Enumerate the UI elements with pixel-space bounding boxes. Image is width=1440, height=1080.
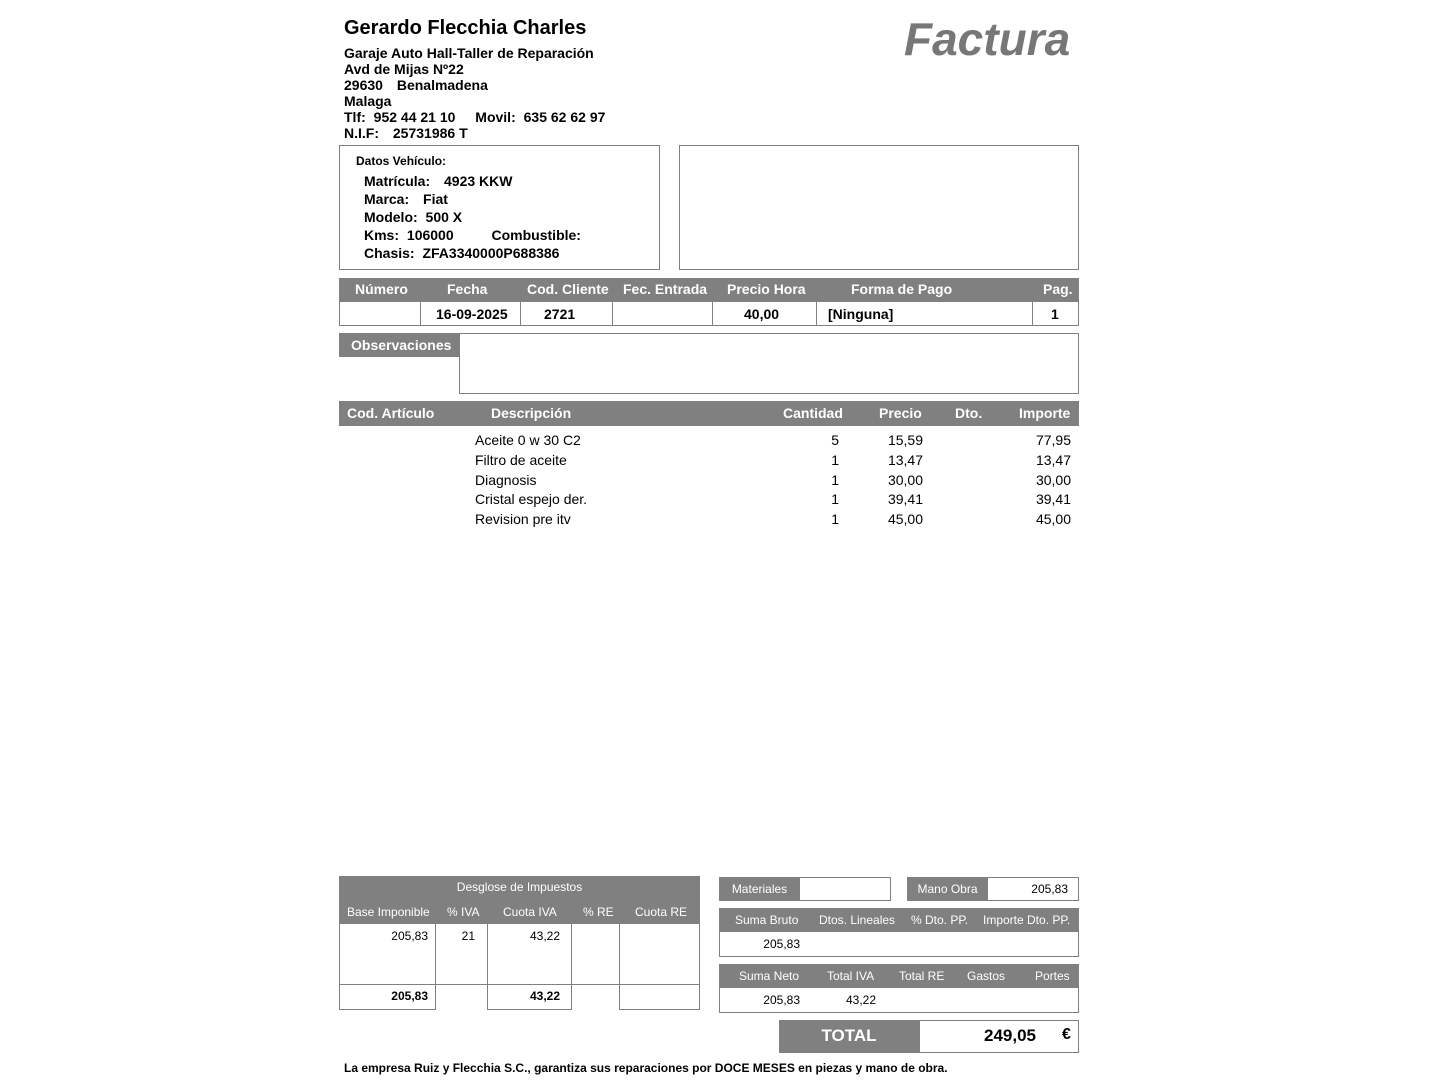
table-row: [339, 491, 1079, 511]
tax-base-total: 205,83: [391, 989, 428, 1003]
divider: [699, 924, 700, 1010]
nif-label: N.I.F:: [344, 125, 379, 141]
header-dto-pp: % Dto. PP.: [911, 913, 969, 927]
header-suma-bruto: Suma Bruto: [735, 913, 799, 927]
tax-cuota-value: 43,22: [529, 929, 560, 943]
divider: [612, 302, 613, 325]
model-label: Modelo:: [364, 209, 418, 225]
tax-header-iva: % IVA: [447, 905, 480, 919]
item-description: Aceite 0 w 30 C2: [475, 432, 581, 448]
header-cod-cliente: Cod. Cliente: [527, 281, 609, 297]
mobile: 635 62 62 97: [523, 109, 606, 125]
header-precio: Precio: [879, 405, 922, 421]
tax-iva-value: 21: [461, 929, 475, 943]
header-descripcion: Descripción: [491, 405, 572, 421]
tax-title: Desglose de Impuestos: [456, 880, 583, 894]
phone: 952 44 21 10: [373, 109, 456, 125]
total-iva-value: 43,22: [845, 993, 876, 1007]
tax-header-re: % RE: [583, 905, 614, 919]
tax-header-cuota-re: Cuota RE: [635, 905, 688, 919]
nif-line: [344, 125, 468, 141]
divider: [712, 302, 713, 325]
header-dtos-lineales: Dtos. Lineales: [819, 913, 896, 927]
item-price: 15,59: [887, 432, 923, 448]
header-dto: Dto.: [955, 405, 983, 421]
postal-code: 29630: [344, 77, 383, 93]
tax-base-value: 205,83: [391, 929, 428, 943]
item-description: Revision pre itv: [475, 511, 571, 527]
divider: [339, 984, 700, 985]
divider: [571, 924, 572, 1010]
phone-label: Tlf:: [344, 109, 366, 125]
plate-label: Matrícula:: [364, 173, 431, 189]
divider: [487, 1009, 572, 1010]
plate-line: [364, 173, 512, 189]
summary-row2-values: [719, 987, 1079, 1013]
summary-row1-header: [719, 908, 1079, 932]
brand-label: Marca:: [364, 191, 410, 207]
tax-breakdown: [339, 876, 700, 1010]
plate-value: 4923 KKW: [444, 173, 513, 189]
materiales-label: Materiales: [719, 877, 800, 901]
header-portes: Portes: [1035, 969, 1070, 983]
item-price: 39,41: [887, 491, 923, 507]
table-row: [339, 432, 1079, 452]
brand-value: Fiat: [423, 191, 448, 207]
province: Malaga: [344, 93, 392, 109]
item-description: Cristal espejo der.: [475, 491, 588, 507]
invoice-info-row: [339, 301, 1079, 326]
observations-label: Observaciones: [339, 333, 459, 357]
item-quantity: 1: [831, 452, 839, 468]
address: Avd de Mijas Nº22: [344, 61, 464, 77]
item-amount: 45,00: [1035, 511, 1071, 527]
table-row: [339, 472, 1079, 492]
header-suma-neto: Suma Neto: [739, 969, 800, 983]
divider: [339, 1009, 436, 1010]
header-cod-articulo: Cod. Artículo: [347, 405, 435, 421]
city: Benalmadena: [396, 77, 488, 93]
header-pag: Pag.: [1043, 281, 1073, 297]
divider: [435, 924, 436, 1010]
suma-neto-value: 205,83: [763, 993, 800, 1007]
header-importe: Importe: [1019, 405, 1071, 421]
total-label: TOTAL: [779, 1020, 919, 1053]
item-amount: 30,00: [1035, 472, 1071, 488]
items-header: [339, 401, 1079, 426]
value-precio-hora: 40,00: [744, 306, 780, 322]
item-quantity: 1: [831, 511, 839, 527]
value-forma-pago: [Ninguna]: [828, 306, 894, 322]
mobile-label: Movil:: [475, 109, 516, 125]
divider: [619, 924, 620, 1010]
vehicle-section-label: Datos Vehículo:: [356, 154, 447, 168]
materiales-value: [799, 877, 891, 901]
mano-obra-value: 205,83: [987, 877, 1079, 901]
value-cod-cliente: 2721: [544, 306, 576, 322]
suma-bruto-value: 205,83: [763, 937, 800, 951]
divider: [1032, 302, 1033, 325]
header-cantidad: Cantidad: [783, 405, 843, 421]
total-box: [919, 1020, 1079, 1053]
item-amount: 77,95: [1035, 432, 1071, 448]
model-value: 500 X: [425, 209, 463, 225]
table-row: [339, 511, 1079, 531]
header-forma-pago: Forma de Pago: [851, 281, 953, 297]
item-quantity: 1: [831, 491, 839, 507]
fuel-label: Combustible:: [491, 227, 581, 243]
summary-row2-header: [719, 964, 1079, 988]
company-name: Gerardo Flecchia Charles: [344, 17, 587, 39]
phone-line: [344, 109, 605, 125]
nif: 25731986 T: [392, 125, 468, 141]
item-description: Diagnosis: [475, 472, 537, 488]
item-amount: 39,41: [1035, 491, 1071, 507]
kms-line: [364, 227, 581, 243]
currency-symbol: €: [1062, 1026, 1071, 1043]
divider: [420, 302, 421, 325]
item-quantity: 5: [831, 432, 839, 448]
tax-header-cuota-iva: Cuota IVA: [503, 905, 557, 919]
header-precio-hora: Precio Hora: [727, 281, 806, 297]
client-data-box: [679, 145, 1079, 270]
chassis-value: ZFA3340000P688386: [422, 245, 560, 261]
header-total-re: Total RE: [899, 969, 945, 983]
kms-value: 106000: [406, 227, 454, 243]
kms-label: Kms:: [364, 227, 400, 243]
value-pag: 1: [1051, 306, 1059, 322]
divider: [487, 924, 488, 1010]
item-price: 13,47: [887, 452, 923, 468]
observations-box: [459, 333, 1079, 394]
header-importe-dto-pp: Importe Dto. PP.: [983, 913, 1071, 927]
header-gastos: Gastos: [967, 969, 1006, 983]
model-line: [364, 209, 462, 225]
tax-cuota-total: 43,22: [529, 989, 560, 1003]
item-quantity: 1: [831, 472, 839, 488]
value-fecha: 16-09-2025: [436, 306, 508, 322]
document-title: Factura: [904, 13, 1071, 65]
header-fec-entrada: Fec. Entrada: [623, 281, 708, 297]
invoice-info-header: [339, 278, 1079, 302]
chassis-line: [364, 245, 559, 261]
brand-line: [364, 191, 448, 207]
postal-city: [344, 77, 488, 93]
summary-row1-values: [719, 931, 1079, 957]
business-name: Garaje Auto Hall-Taller de Reparación: [344, 45, 594, 61]
table-row: [339, 452, 1079, 472]
total-value: 249,05: [984, 1026, 1036, 1045]
chassis-label: Chasis:: [364, 245, 415, 261]
header-fecha: Fecha: [447, 281, 488, 297]
item-amount: 13,47: [1035, 452, 1071, 468]
divider: [619, 1009, 700, 1010]
mano-obra-label: Mano Obra: [907, 877, 988, 901]
tax-header-base: Base Imponible: [347, 905, 430, 919]
warranty-note: La empresa Ruiz y Flecchia S.C., garantiza sus reparaciones por DOCE MESES en piezas y mano de obra.: [344, 1061, 948, 1075]
vehicle-data-box: [339, 145, 660, 270]
item-description: Filtro de aceite: [475, 452, 567, 468]
header-total-iva: Total IVA: [827, 969, 875, 983]
divider: [816, 302, 817, 325]
item-price: 30,00: [887, 472, 923, 488]
item-price: 45,00: [887, 511, 923, 527]
divider: [520, 302, 521, 325]
header-numero: Número: [355, 281, 408, 297]
